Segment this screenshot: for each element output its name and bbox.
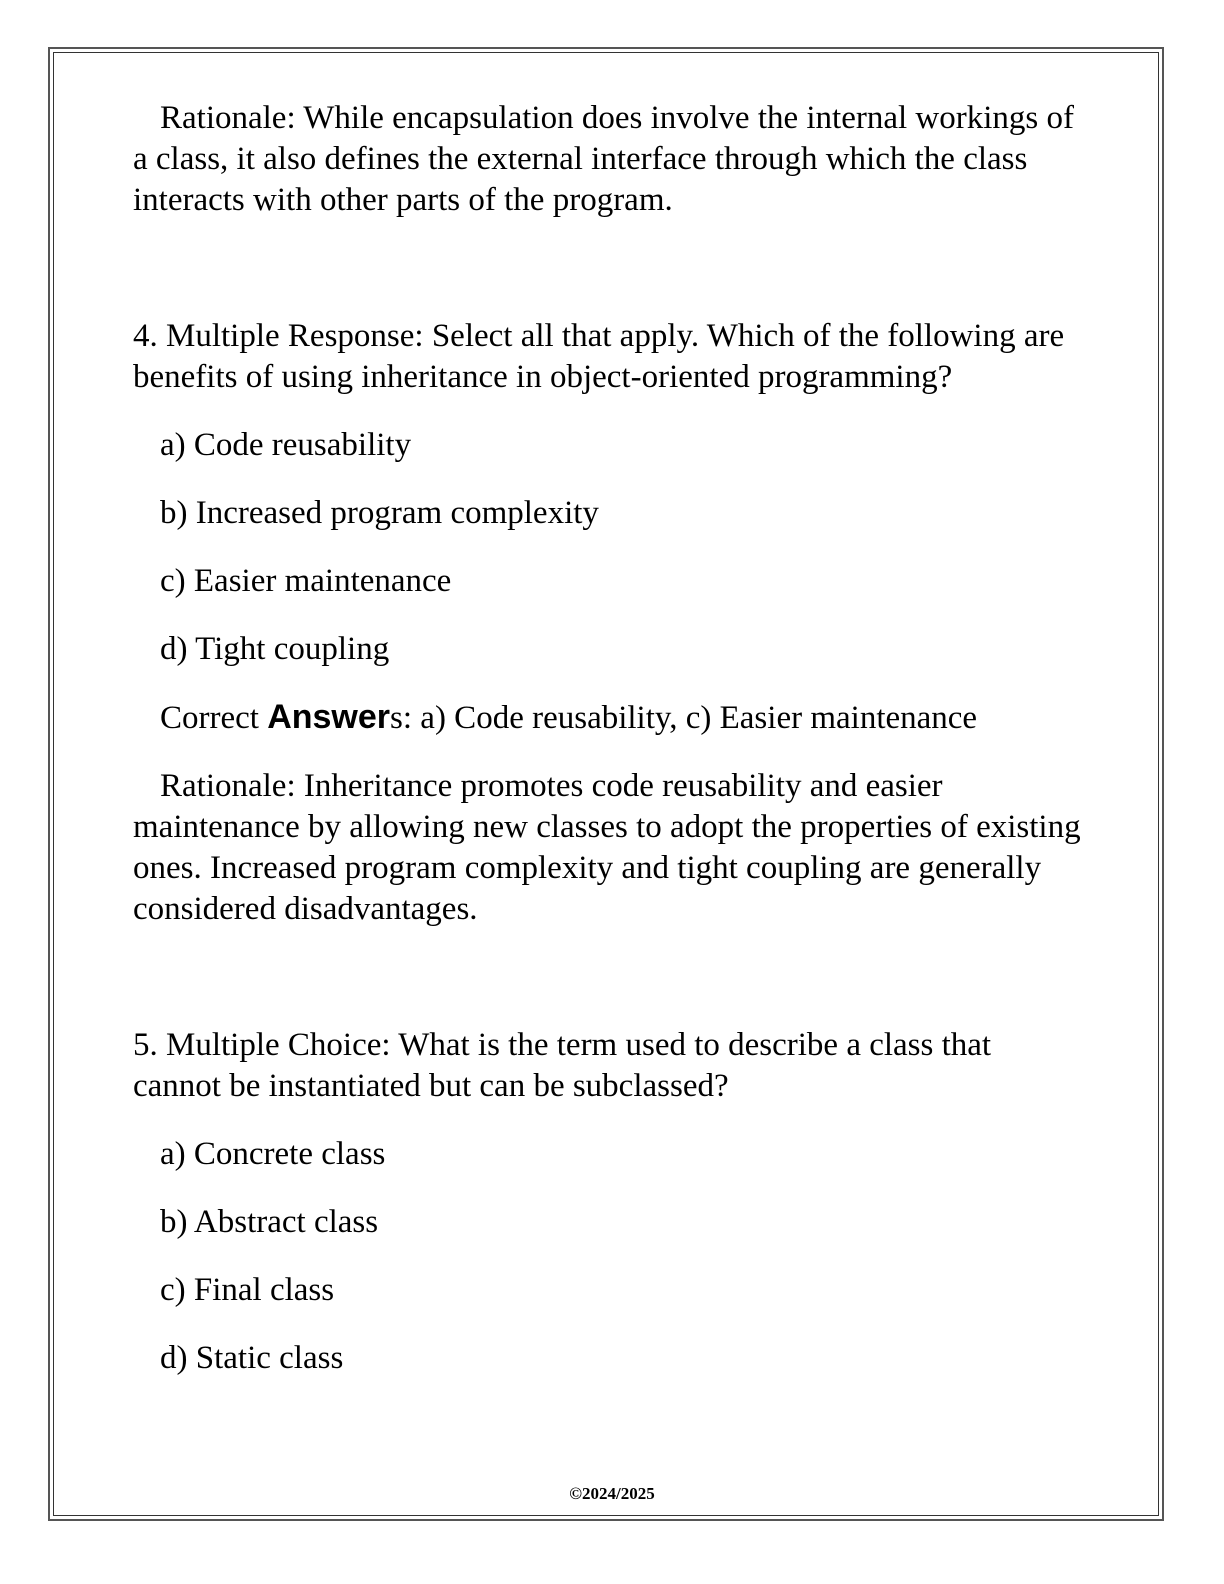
question-4-option-c: c) Easier maintenance [160, 563, 452, 599]
answer-suffix: s: a) Code reusability, c) Easier maintenance [390, 700, 978, 736]
question-4-correct-answers [133, 697, 1083, 739]
question-4-option-b: b) Increased program complexity [160, 495, 599, 531]
copyright-footer: ©2024/2025 [569, 1484, 655, 1503]
question-5-prompt: 5. Multiple Choice: What is the term used to describe a class that cannot be instantiated but can be subclassed? [133, 1027, 992, 1104]
rationale-q4: Rationale: Inheritance promotes code reusability and easier maintenance by allowing new classes to adopt the properties of existing ones. Increased program complexity and tight coupling are generally considered disadvantages. [133, 768, 1081, 927]
question-4-option-a: a) Code reusability [160, 427, 412, 463]
question-5-option-a: a) Concrete class [160, 1136, 386, 1172]
question-4-option-d: d) Tight coupling [160, 631, 390, 667]
question-5-option-c: c) Final class [160, 1272, 335, 1308]
answer-prefix: Correct [160, 700, 268, 736]
question-5-option-b: b) Abstract class [160, 1204, 379, 1240]
question-4-prompt: 4. Multiple Response: Select all that apply. Which of the following are benefits of using inheritance in object-oriented programming? [133, 318, 1065, 395]
rationale-q3: Rationale: While encapsulation does involve the internal workings of a class, it also defines the external interface through which the class interacts with other parts of the program. [133, 100, 1074, 218]
answer-word: Answer [267, 698, 391, 736]
question-5-option-d: d) Static class [160, 1340, 344, 1376]
page-content [133, 98, 1083, 1379]
